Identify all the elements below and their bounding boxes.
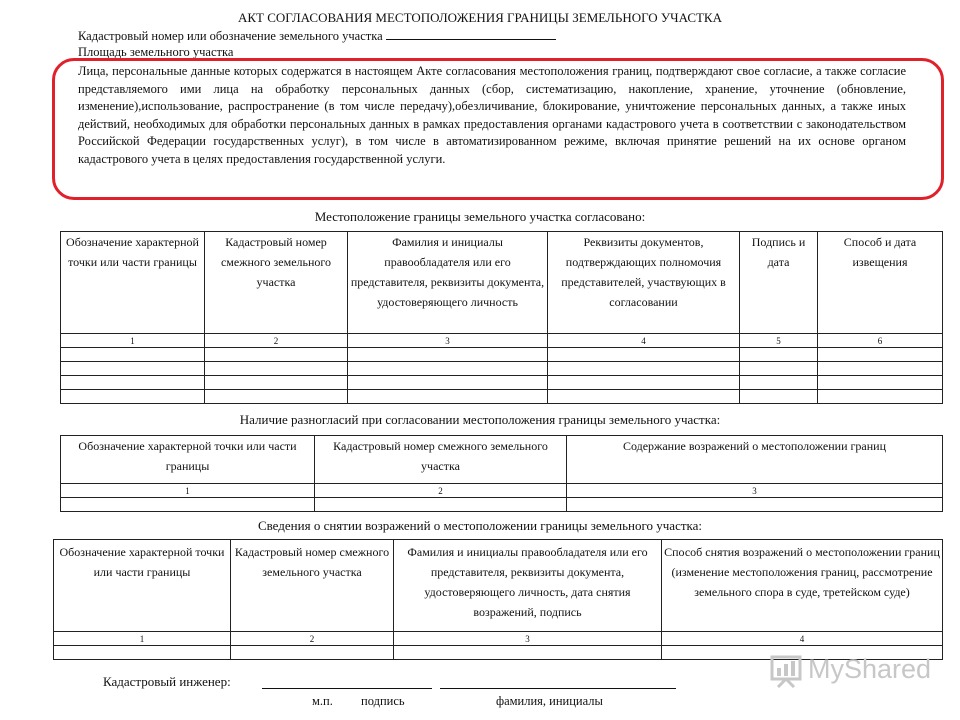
presentation-icon <box>768 654 804 688</box>
cadastral-number-label: Кадастровый номер или обозначение земельного участка <box>78 29 383 43</box>
approval-table <box>60 231 943 404</box>
cadastral-number-blank <box>386 29 556 40</box>
name-line <box>440 676 676 689</box>
removal-header-method: Способ снятия возражений о местоположении границ (изменение местоположения границ, рассмотрение земельного спора в суде, третейском суде) <box>662 540 943 632</box>
signature-line <box>262 676 432 689</box>
removal-header-cadastral: Кадастровый номер смежного земельного участка <box>231 540 394 632</box>
removal-table <box>53 539 943 660</box>
column-number: 2 <box>231 632 394 646</box>
column-number: 1 <box>61 484 315 498</box>
document-title: АКТ СОГЛАСОВАНИЯ МЕСТОПОЛОЖЕНИЯ ГРАНИЦЫ ЗЕМЕЛЬНОГО УЧАСТКА <box>238 10 722 25</box>
column-number: 6 <box>818 334 943 348</box>
removal-caption: Сведения о снятии возражений о местоположении границы земельного участка: <box>257 518 703 533</box>
watermark-text: MyShared <box>808 654 932 684</box>
approval-header-point: Обозначение характерной точки или части границы <box>61 232 205 334</box>
name-label: фамилия, инициалы <box>496 694 603 708</box>
column-number: 1 <box>61 334 205 348</box>
column-number: 4 <box>548 334 740 348</box>
approval-header-cadastral: Кадастровый номер смежного земельного участка <box>205 232 348 334</box>
disagreement-number-row <box>61 484 943 498</box>
signature-label: подпись <box>361 694 405 708</box>
column-number: 2 <box>315 484 567 498</box>
removal-header-row <box>54 540 943 632</box>
column-number: 5 <box>740 334 818 348</box>
disagreement-header-point: Обозначение характерной точки или части границы <box>61 436 315 484</box>
table-row <box>61 376 943 390</box>
approval-caption: Местоположение границы земельного участка согласовано: <box>314 209 646 224</box>
disagreement-header-cadastral: Кадастровый номер смежного земельного участка <box>315 436 567 484</box>
approval-header-owner: Фамилия и инициалы правообладателя или его представителя, реквизиты документа, удостоверяющего личность <box>348 232 548 334</box>
approval-header-signature: Подпись и дата <box>740 232 818 334</box>
column-number: 3 <box>394 632 662 646</box>
approval-header-row <box>61 232 943 334</box>
table-row <box>61 390 943 404</box>
disagreement-header-row <box>61 436 943 484</box>
removal-header-point: Обозначение характерной точки или части границы <box>54 540 231 632</box>
approval-header-documents: Реквизиты документов, подтверждающих полномочия представителей, участвующих в согласовании <box>548 232 740 334</box>
table-row <box>61 498 943 512</box>
table-row <box>61 348 943 362</box>
disagreement-table <box>60 435 943 512</box>
column-number: 3 <box>567 484 943 498</box>
disagreement-caption: Наличие разногласий при согласовании местоположения границы земельного участка: <box>239 412 721 427</box>
engineer-label: Кадастровый инженер: <box>103 674 231 689</box>
column-number: 1 <box>54 632 231 646</box>
approval-header-notice: Способ и дата извещения <box>818 232 943 334</box>
area-line: Площадь земельного участка <box>78 45 234 59</box>
disagreement-header-objections: Содержание возражений о местоположении границ <box>567 436 943 484</box>
removal-number-row <box>54 632 943 646</box>
approval-number-row <box>61 334 943 348</box>
consent-paragraph: Лица, персональные данные которых содержатся в настоящем Акте согласования местоположения границ, подтверждают свое согласие, а также согласие представляемого ими лица на обработку персональных данных (сбор, систематизацию, накопление, хранение, уточнение (обновление, изменение),использование, распространение (в том числе передачу),обезличивание, блокирование, уничтожение персональных данных, а также иных действий, необходимых для обработки персональных данных в рамках предоставления органами кадастрового учета в соответствии с законодательством Российской Федерации государственных услуг), в том числе в автоматизированном режиме, включая принятие решений на их основе органом кадастрового учета в целях предоставления государственной услуги. <box>78 64 906 166</box>
column-number: 2 <box>205 334 348 348</box>
column-number: 3 <box>348 334 548 348</box>
cadastral-number-line <box>78 29 556 44</box>
stamp-label: м.п. <box>312 694 333 708</box>
removal-header-owner: Фамилия и инициалы правообладателя или его представителя, реквизиты документа, удостоверяющего личность, дата снятия возражений, подпись <box>394 540 662 632</box>
table-row <box>61 362 943 376</box>
column-number: 4 <box>662 632 943 646</box>
